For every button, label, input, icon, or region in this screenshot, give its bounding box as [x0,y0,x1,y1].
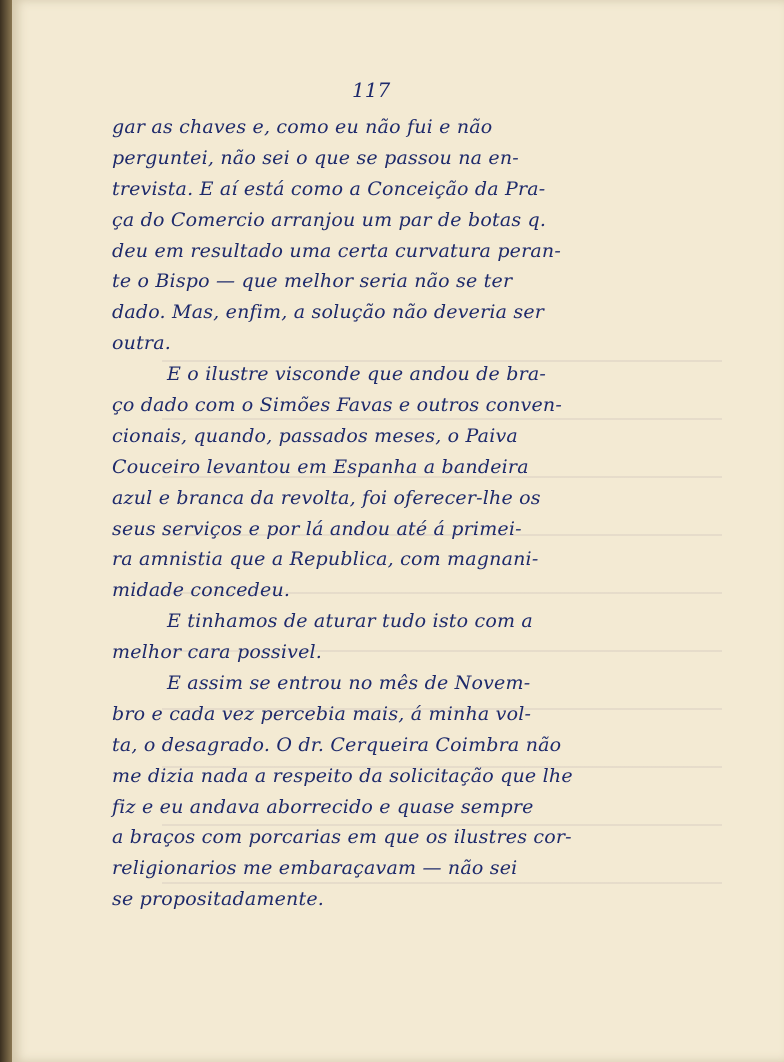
manuscript-line: a braços com porcarias em que os ilustres cor- [112,826,572,849]
book-binding-edge [0,0,12,1062]
manuscript-line: E o ilustre visconde que andou de bra- [167,363,547,386]
manuscript-line: outra. [112,332,171,355]
manuscript-line: te o Bispo — que melhor seria não se ter [112,270,513,293]
page-number: 117 [352,78,391,102]
manuscript-line: ço dado com o Simões Favas e outros conven- [112,394,562,417]
manuscript-page [12,0,784,1062]
manuscript-line: gar as chaves e, como eu não fui e não [112,116,493,138]
manuscript-line: E tinhamos de aturar tudo isto com a [167,610,533,633]
manuscript-line: perguntei, não sei o que se passou na en- [112,146,519,169]
manuscript-line: me dizia nada a respeito da solicitação que lhe [112,764,573,787]
manuscript-line: religionarios me embaraçavam — não sei [112,857,518,880]
manuscript-line: seus serviços e por lá andou até á primei- [112,517,522,540]
manuscript-line: ça do Comercio arranjou um par de botas q. [112,208,547,231]
manuscript-line: Couceiro levantou em Espanha a bandeira [112,455,529,478]
manuscript-line: ra amnistia que a Republica, com magnani- [112,548,539,571]
manuscript-line: fiz e eu andava aborrecido e quase sempre [112,795,534,818]
manuscript-line: bro e cada vez percebia mais, á minha vol- [112,702,532,725]
manuscript-line: se propositadamente. [112,888,325,911]
manuscript-line: azul e branca da revolta, foi oferecer-lhe os [112,486,541,509]
manuscript-line: melhor cara possivel. [112,641,323,664]
manuscript-line: dado. Mas, enfim, a solução não deveria ser [112,301,545,324]
manuscript-line: E assim se entrou no mês de Novem- [167,672,531,695]
handwritten-text-block [112,112,642,915]
manuscript-line: deu em resultado uma certa curvatura peran- [112,239,561,262]
manuscript-line: ta, o desagrado. O dr. Cerqueira Coimbra não [112,733,562,756]
manuscript-line: trevista. E aí está como a Conceição da Pra- [112,177,546,200]
manuscript-line: midade concedeu. [112,579,291,602]
manuscript-line: cionais, quando, passados meses, o Paiva [112,424,518,447]
